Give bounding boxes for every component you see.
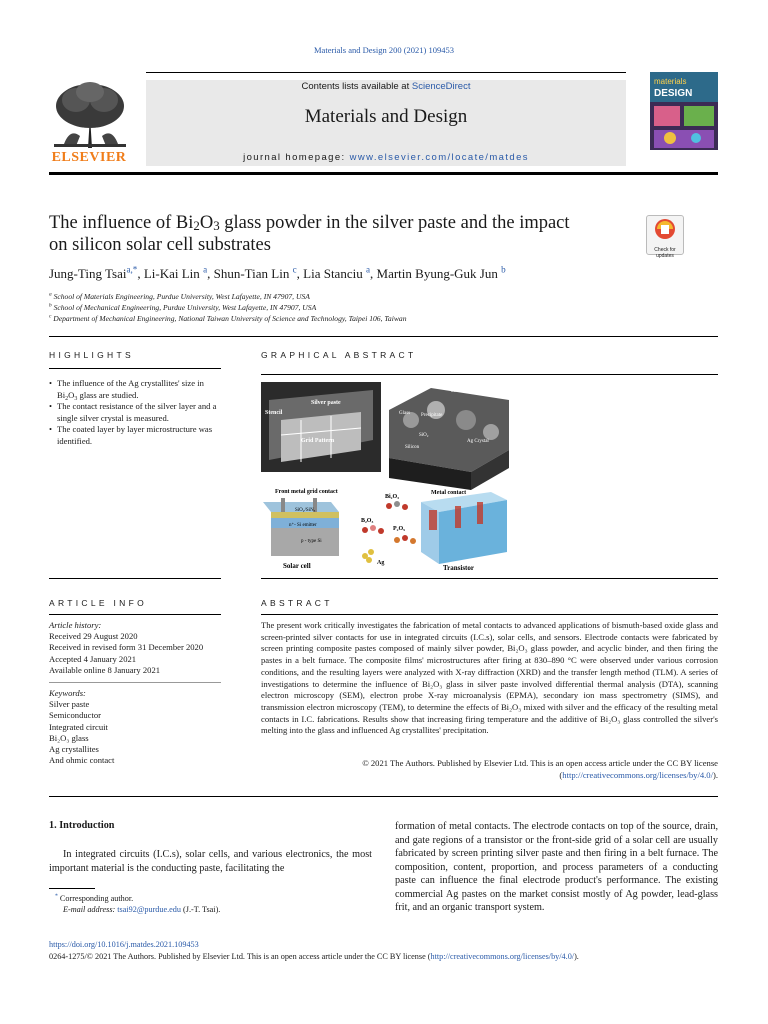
journal-name: Materials and Design [304,106,468,127]
title-part1: The influence of Bi [49,213,194,233]
introduction-heading: 1. Introduction [49,820,115,831]
article-title [49,212,629,256]
crossmark-icon [647,216,683,242]
author-list: Jung-Ting Tsai$^{a,*}$, Li-Kai Lin $^a$, Shun-Tian Lin $^c$, Lia Stanciu $^a$, Martin Byung-Guk Jun $^b$ [49,264,506,281]
label-p-type: p - type Si [301,539,322,544]
email-suffix: (J.-T. Tsai). [180,905,221,914]
label-metal-contact: Metal contact [431,490,467,496]
contents-line [146,81,626,92]
footnote-email [55,904,220,915]
affil-label: a [49,291,52,298]
author-1[interactable] [49,266,137,281]
section-divider [49,336,718,337]
title-mid: O [199,213,214,233]
label-silicon: Silicon [405,445,420,450]
label-glass: Glass [399,411,411,416]
footer-license-link[interactable]: http://creativecommons.org/licenses/by/4.0/ [430,952,575,961]
label-b2o3: B₂O₃ [361,518,374,524]
abstract-text: The present work critically investigates the fabrication of metal contacts to advanced applications of bismuth-based oxide glass and screen-printed silver contacts for use in integrated circuits (I.C.s), solar cells, and sensors. Electrode contacts were fabricated by screen printing composite pastes composed of mainly silver powder, Bi₂O₃ glass powder, and acyclic binder, and then firing the pastes in a belt furnace. The composite films' microstructures after firing at 830–890 °C were observed under various corrosion conditions, and the resulting layers were analyzed with X-ray diffraction (XRD) and the transfer length method (TLM). A series of investigations to determine the influence of Bi₂O₃ glass in silver paste involved differential thermal analysis (DTA), scanning electron microscopy (SEM), electron probe X-ray microanalysis (EPMA), secondary ion mass spectrometry (SIMS), and transmission electron microscopy (TEM), to determine the effects of Bi₂O₃ mixed with silver and the efficacy of the resulting metal contacts in I.C. fabrications. Results show that increasing firing temperature and the additive of Bi₂O₃ glass controlled the silver's melting into the glass and influenced Ag crystallites' precipitation. [261,620,718,736]
label-solar-cell: Solar cell [283,562,311,570]
keyword-item: Ag crystallites [49,744,99,755]
journal-masthead [146,80,626,166]
highlight-text: The influence of the Ag crystallites' size in Bi [57,378,204,400]
highlights-rule [49,368,221,369]
email-link[interactable]: tsai92@purdue.edu [117,905,181,914]
label-grid-pattern: Grid Pattern [301,438,335,444]
journal-homepage [146,152,626,163]
title-sub1: 2 [193,218,200,233]
article-info-heading: ARTICLE INFO [49,598,148,608]
issn-suffix: ). [574,952,579,961]
keyword-item: And ohmic contact [49,755,115,766]
label-bi2o3: Bi₂O₃ [385,494,399,500]
highlights-list [49,378,221,447]
graphical-abstract-bottom-rule [261,578,718,579]
article-info-sub-rule [49,682,221,683]
affil-text: Department of Mechanical Engineering, National Taiwan University of Science and Technology, Taipei 106, Taiwan [53,314,407,323]
footnote-corresponding [55,893,220,904]
graphical-abstract-rule [261,374,718,375]
graphical-abstract-figure [261,380,509,572]
author-name: Lia Stanciu [303,266,363,281]
affiliation-a [49,292,310,301]
author-sup: b [501,264,506,275]
elsevier-wordmark: ELSEVIER [51,150,127,165]
label-n-emitter: n⁺- Si emitter [289,523,317,528]
label-sio2: SiO₂ [419,433,429,438]
issn-line [49,952,579,961]
masthead-rule [49,172,718,175]
affil-text: School of Materials Engineering, Purdue University, West Lafayette, IN 47907, USA [53,292,310,301]
graphical-abstract-heading: GRAPHICAL ABSTRACT [261,350,417,360]
cover-title-1: materials [654,77,687,86]
author-3[interactable] [214,266,297,281]
footnote-star: * [55,893,58,900]
highlight-item: • The contact resistance of the silver layer and a single silver crystal is measured. [49,401,221,424]
label-ag-crystal: Ag Crystal [467,439,489,444]
author-sup: a,* [126,264,138,275]
history-revised: Received in revised form 31 December 2020 [49,642,204,653]
author-sup: a [365,264,371,275]
footnote-corresponding-text: Corresponding author. [59,894,134,903]
label-front-contact: Front metal grid contact [275,489,338,495]
author-name: Martin Byung-Guk Jun [376,266,498,281]
sciencedirect-link[interactable]: ScienceDirect [411,81,471,92]
check-for-updates-badge[interactable] [646,215,684,259]
abstract-rule [261,614,718,615]
affil-label: b [49,302,52,309]
affil-label: c [49,313,52,320]
label-p2o5: P₂O₅ [393,526,405,532]
footnote [55,893,220,915]
highlight-item [49,378,221,401]
author-4[interactable] [303,266,370,281]
affil-text: School of Mechanical Engineering, Purdue University, West Lafayette, IN 47907, USA [53,303,317,312]
keywords [49,688,229,766]
issn-prefix: 0264-1275/© 2021 The Authors. Published by Elsevier Ltd. This is an open access article under the CC BY license ( [49,952,431,961]
affiliation-b [49,303,316,312]
keyword-item: Silver paste [49,699,90,710]
author-sup: a [203,264,208,275]
label-ag: Ag [377,560,385,566]
homepage-prefix: journal homepage: [243,152,350,163]
email-label: E-mail address: [63,905,118,914]
history-accepted: Accepted 4 January 2021 [49,653,137,664]
author-name: Jung-Ting Tsai [49,266,127,281]
top-rule [146,72,626,73]
highlight-sub: 2 [65,395,69,402]
affiliation-c [49,314,407,323]
article-history [49,620,229,676]
author-2[interactable] [144,266,207,281]
author-name: Li-Kai Lin [143,266,200,281]
history-received: Received 29 August 2020 [49,631,138,642]
highlights-bottom-rule [49,578,221,579]
body-divider [49,796,718,797]
cover-title-2: DESIGN [654,88,693,99]
copyright-prefix: © 2021 The Authors. Published by Elsevier Ltd. This is an open access article under the CC BY license ( [362,758,718,780]
history-label: Article history: [49,620,102,630]
copyright-suffix: ). [712,769,718,780]
label-silver-paste: Silver paste [311,400,341,406]
label-stencil: Stencil [265,410,283,416]
author-name: Shun-Tian Lin [213,266,290,281]
history-online: Available online 8 January 2021 [49,664,161,675]
footnote-rule [49,888,95,889]
homepage-link[interactable]: www.elsevier.com/locate/matdes [349,152,529,163]
contents-prefix: Contents lists available at [301,81,412,92]
author-5[interactable] [377,266,506,281]
introduction-paragraph-left: In integrated circuits (I.C.s), solar cells, and various electronics, the most important material is the conducting paste, facilitating the [49,849,372,874]
doi-link[interactable]: https://doi.org/10.1016/j.matdes.2021.109453 [49,940,199,949]
title-line2: on silicon solar cell substrates [49,235,271,255]
label-precipitate: Precipitate [421,413,443,418]
keywords-label: Keywords: [49,688,86,698]
article-info-rule [49,614,221,615]
highlight-text: O [68,389,75,400]
keyword-item: Bi₂O₃ glass [49,732,89,743]
keyword-item: Integrated circuit [49,721,108,732]
highlights-heading: HIGHLIGHTS [49,350,134,360]
journal-cover-image [650,72,718,158]
author-sup: c [292,264,297,275]
abstract-heading: ABSTRACT [261,598,333,608]
highlight-item: • The coated layer by layer microstructure was identified. [49,424,221,447]
introduction-paragraph-right: formation of metal contacts. The electrode contacts on top of the source, drain, and gate regions of a transistor or the front-side grid of a solar cell are usually fabricated by screen printing silver paste and then firing in a belt furnace. The composition, content, proportion, and process parameters of a conducting paste can influence the final electrode product's performance. The existing commercial Ag pastes on the market consist mostly of Ag powder, lead-glass frit, and an organic transport system. [395,821,718,913]
label-silver: Silver [451,389,463,394]
highlight-text: glass are studied. [77,389,139,400]
label-transistor: Transistor [443,564,474,572]
keyword-item: Semiconductor [49,710,102,721]
label-sio2-sinx: SiO₂/SiNₓ [295,508,316,513]
journal-reference[interactable]: Materials and Design 200 (2021) 109453 [314,45,454,55]
title-sub2: 3 [213,218,220,233]
title-part2: glass powder in the silver paste and the impact [219,213,570,233]
highlight-sub: 3 [74,395,78,402]
abstract-copyright [261,758,718,781]
crossmark-label: Check for updates [654,247,676,259]
cc-license-link[interactable]: http://creativecommons.org/licenses/by/4.0/ [562,769,713,780]
